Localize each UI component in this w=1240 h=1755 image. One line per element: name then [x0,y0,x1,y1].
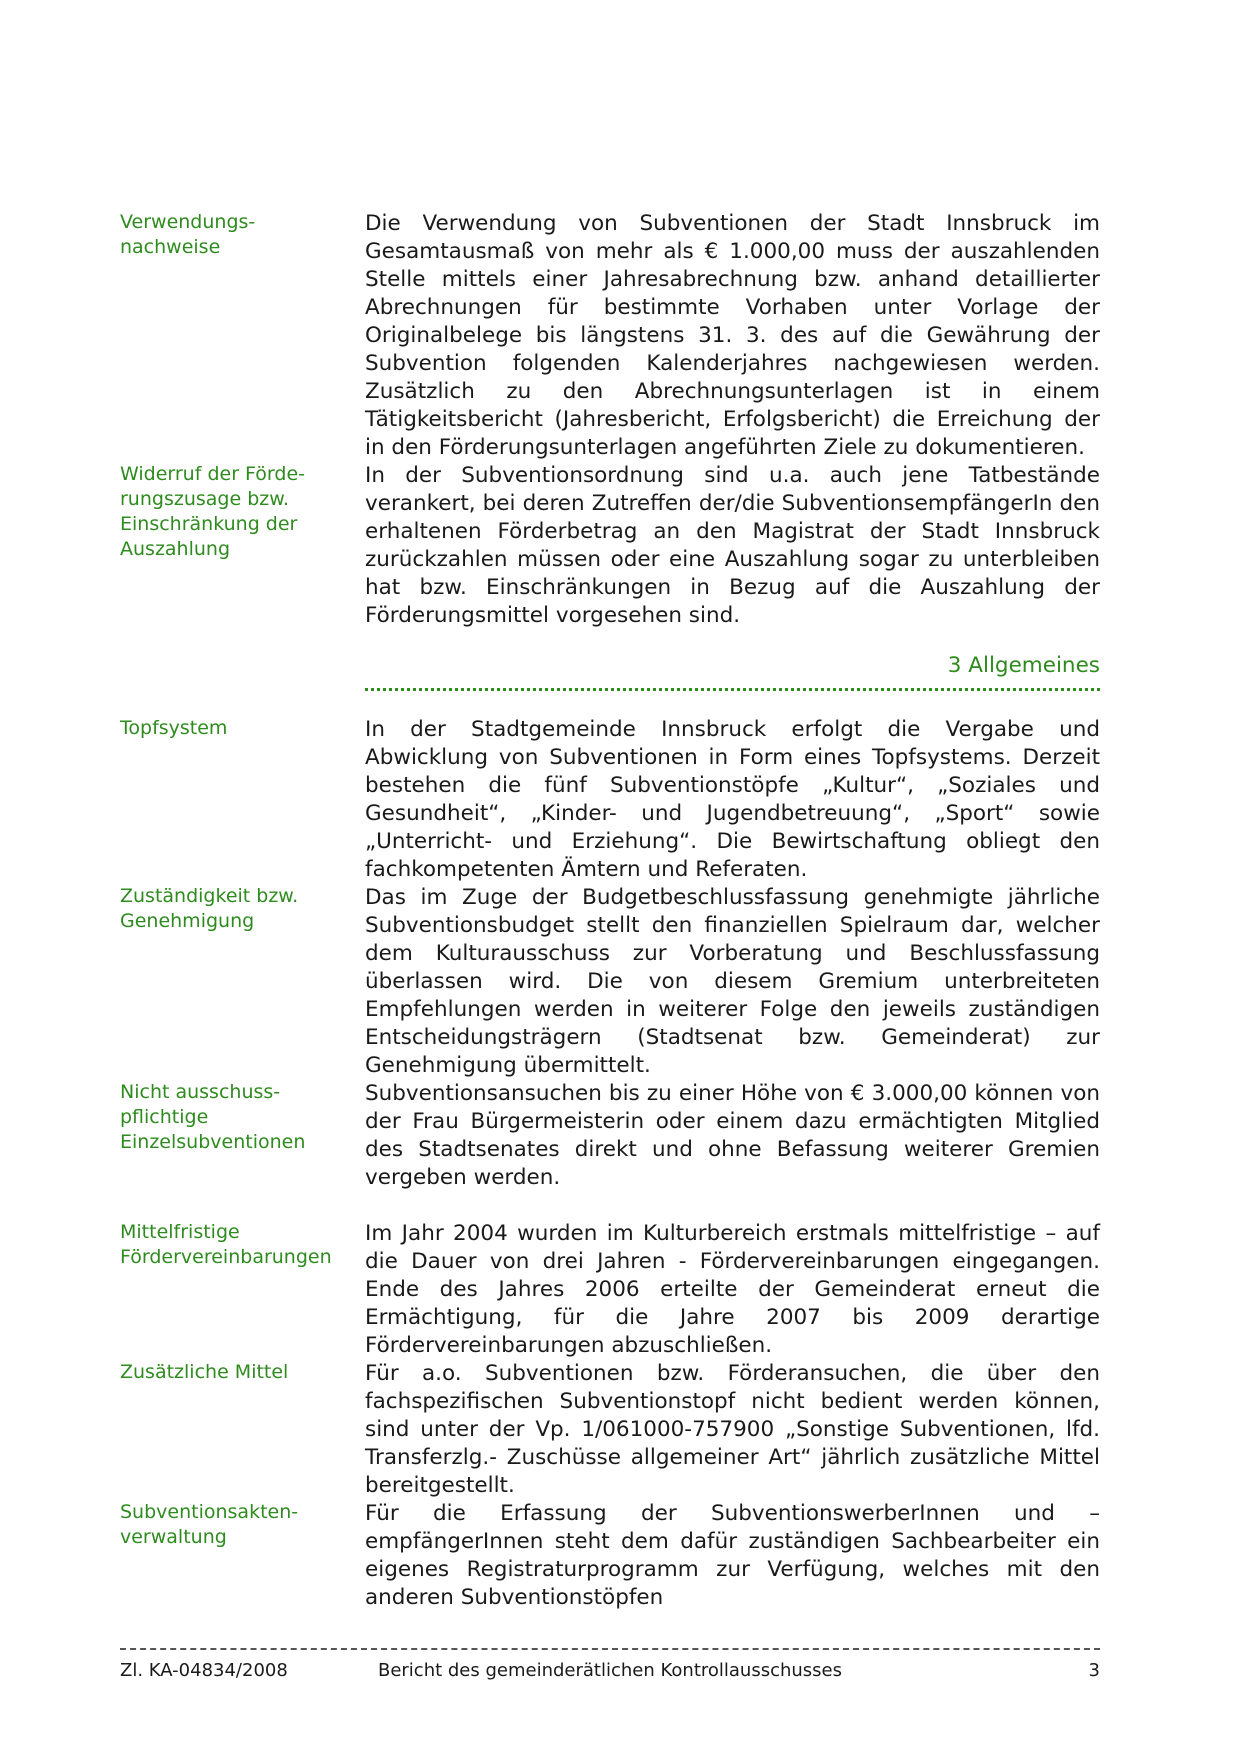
paragraph-text: Für die Erfassung der SubventionswerberInnen und –empfängerInnen steht dem dafür zuständigen Sachbearbeiter ein eigenes Registraturprogramm zur Verfügung, welches mit den anderen Subventionstöpfen [365,1501,1100,1610]
margin-label: Nicht ausschuss- pflichtige Einzelsubventionen [120,1081,306,1153]
section-divider [365,688,1100,691]
paragraph-text: Subventionsansuchen bis zu einer Höhe von € 3.000,00 können von der Frau Bürgermeisterin oder einem dazu ermächtigten Mitglied des Stadtsenates direkt und ohne Befassung weiterer Gremien vergeben werden. [365,1081,1100,1190]
page-number: 3 [1088,1660,1100,1681]
report-title: Bericht des gemeinderätlichen Kontrollausschusses [377,1660,843,1681]
margin-label: Subventionsakten- verwaltung [120,1501,299,1548]
margin-label: Topfsystem [120,717,228,739]
margin-label: Mittelfristige Fördervereinbarungen [120,1221,332,1268]
paragraph-text: Das im Zuge der Budgetbeschlussfassung genehmigte jährliche Subventionsbudget stellt den finanziellen Spielraum dar, welcher dem Kulturausschuss zur Vorberatung und Beschlussfassung überlassen wird. Die von diesem Gremium unterbreiteten Empfehlungen werden in weiterer Folge den jeweils zuständigen Entscheidungsträgern (Stadtsenat bzw. Gemeinderat) zur Genehmigung übermittelt. [365,885,1100,1078]
paragraph-text: In der Stadtgemeinde Innsbruck erfolgt die Vergabe und Abwicklung von Subventionen in Form eines Topfsystems. Derzeit bestehen die fünf Subventionstöpfe „Kultur“, „Soziales und Gesundheit“, „Kinder- und Jugendbetreuung“, „Sport“ sowie „Unterricht- und Erziehung“. Die Bewirtschaftung obliegt den fachkompetenten Ämtern und Referaten. [365,717,1100,882]
document-reference: Zl. KA-04834/2008 [120,1660,288,1681]
margin-label: Verwendungs- nachweise [120,211,256,258]
margin-label: Widerruf der Förde- rungszusage bzw. Einschränkung der Auszahlung [120,463,306,560]
paragraph-text: Die Verwendung von Subventionen der Stadt Innsbruck im Gesamtausmaß von mehr als € 1.000,00 muss der auszahlenden Stelle mittels einer Jahresabrechnung bzw. anhand detaillierter Abrechnungen für bestimmte Vorhaben unter Vorlage der Originalbelege bis längstens 31. 3. des auf die Gewährung der Subvention folgenden Kalenderjahres nachgewiesen werden. Zusätzlich zu den Abrechnungsunterlagen ist in einem Tätigkeitsbericht (Jahresbericht, Erfolgsbericht) die Erreichung der in den Förderungsunterlagen angeführten Ziele zu dokumentieren. [365,211,1100,460]
footer-divider [120,1648,1100,1650]
page-footer [120,1648,1100,1690]
section-title: 3 Allgemeines [947,653,1100,678]
margin-label: Zusätzliche Mittel [120,1361,289,1383]
paragraph-text: Im Jahr 2004 wurden im Kulturbereich erstmals mittelfristige – auf die Dauer von drei Jahren - Fördervereinbarungen eingegangen. Ende des Jahres 2006 erteilte der Gemeinderat erneut die Ermächtigung, für die Jahre 2007 bis 2009 derartige Fördervereinbarungen abzuschließen. [365,1221,1100,1358]
paragraph-text: Für a.o. Subventionen bzw. Förderansuchen, die über den fachspezifischen Subventionstopf nicht bedient werden können, sind unter der Vp. 1/061000-757900 „Sonstige Subventionen, lfd. Transferzlg.- Zuschüsse allgemeiner Art“ jährlich zusätzliche Mittel bereitgestellt. [365,1361,1100,1498]
margin-label: Zuständigkeit bzw. Genehmigung [120,885,299,932]
section-heading [365,652,1100,691]
paragraph-text: In der Subventionsordnung sind u.a. auch jene Tatbestände verankert, bei deren Zutreffen der/die SubventionsempfängerIn den erhaltenen Förderbetrag an den Magistrat der Stadt Innsbruck zurückzahlen müssen oder eine Auszahlung sogar zu unterbleiben hat bzw. Einschränkungen in Bezug auf die Auszahlung der Förderungsmittel vorgesehen sind. [365,463,1100,628]
